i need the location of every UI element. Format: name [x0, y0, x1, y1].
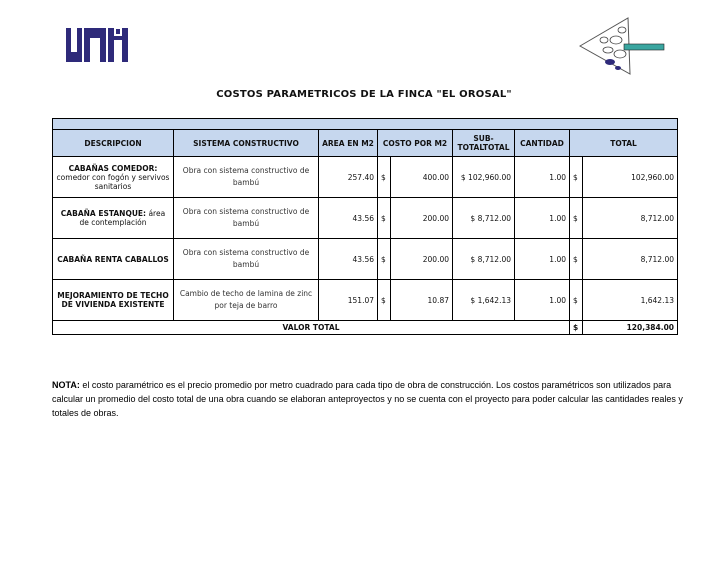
- row-cantidad: 1.00: [515, 157, 570, 198]
- row-name: CABAÑA ESTANQUE:: [60, 209, 147, 218]
- row-subtotal: [453, 198, 515, 239]
- row-total: 8,712.00: [583, 198, 678, 239]
- row-subtotal-currency: $: [470, 213, 476, 223]
- row-sistema: Obra con sistema constructivo de bambú: [174, 157, 319, 198]
- col-header-total: TOTAL: [570, 130, 678, 157]
- row-subtotal-value: 8,712.00: [477, 213, 511, 223]
- row-cantidad: 1.00: [515, 280, 570, 321]
- header-band: [53, 119, 678, 130]
- valor-total-label: VALOR TOTAL: [53, 321, 570, 335]
- row-subtotal-value: 1,642.13: [477, 295, 511, 305]
- row-cantidad: 1.00: [515, 239, 570, 280]
- valor-total-currency: $: [570, 321, 583, 335]
- row-costo-currency: $: [378, 280, 391, 321]
- row-description: [53, 198, 174, 239]
- table-row: [53, 157, 678, 198]
- row-subtotal-value: 102,960.00: [468, 172, 511, 182]
- row-subtotal: [453, 280, 515, 321]
- row-total-currency: $: [570, 239, 583, 280]
- row-costo: 10.87: [391, 280, 453, 321]
- site-diagram-logo: [578, 16, 668, 76]
- note-paragraph: [52, 378, 684, 420]
- row-costo-currency: $: [378, 198, 391, 239]
- row-area: 43.56: [319, 239, 378, 280]
- row-costo: 200.00: [391, 239, 453, 280]
- row-area: 43.56: [319, 198, 378, 239]
- row-detail: comedor con fogón y servivos sanitarios: [56, 172, 170, 191]
- row-sistema: Obra con sistema constructivo de bambú: [174, 239, 319, 280]
- row-cantidad: 1.00: [515, 198, 570, 239]
- row-sistema: Cambio de techo de lamina de zinc por teja de barro: [174, 280, 319, 321]
- row-costo-currency: $: [378, 157, 391, 198]
- row-total: 102,960.00: [583, 157, 678, 198]
- row-subtotal: [453, 239, 515, 280]
- col-header-area: AREA EN M2: [319, 130, 378, 157]
- row-name: CABAÑAS COMEDOR:: [68, 163, 158, 173]
- table-row: [53, 198, 678, 239]
- row-total-currency: $: [570, 157, 583, 198]
- row-name: MEJORAMIENTO DE TECHO DE VIVIENDA EXISTENTE: [57, 291, 169, 309]
- col-header-subtotal: SUB-TOTALTOTAL: [453, 130, 515, 157]
- table-row: [53, 280, 678, 321]
- row-subtotal-currency: $: [470, 254, 476, 264]
- row-area: 151.07: [319, 280, 378, 321]
- row-costo: 200.00: [391, 198, 453, 239]
- row-subtotal-value: 8,712.00: [477, 254, 511, 264]
- row-subtotal-currency: $: [470, 295, 476, 305]
- col-header-costo: COSTO POR M2: [378, 130, 453, 157]
- row-total: 1,642.13: [583, 280, 678, 321]
- row-costo: 400.00: [391, 157, 453, 198]
- col-header-descripcion: DESCRIPCION: [53, 130, 174, 157]
- total-row: [53, 321, 678, 335]
- row-detail: área de contemplación: [79, 209, 166, 227]
- row-subtotal-currency: $: [460, 172, 466, 182]
- row-description: [53, 239, 174, 280]
- row-description: [53, 157, 174, 198]
- table-row: [53, 239, 678, 280]
- row-subtotal: [453, 157, 515, 198]
- col-header-cantidad: CANTIDAD: [515, 130, 570, 157]
- row-total-currency: $: [570, 280, 583, 321]
- row-sistema: Obra con sistema constructivo de bambú: [174, 198, 319, 239]
- row-name: CABAÑA RENTA CABALLOS: [57, 254, 169, 264]
- uni-logo: [64, 26, 130, 64]
- note-text: el costo paramétrico es el precio promedio por metro cuadrado para cada tipo de obra de construcción. Los costos paramétricos son utilizados para calcular un promedio del costo total de una obra cuando se elaboran anteproyectos y no se cuenta con el proyecto para poder calcular las cantidades reales y totales de obras.: [52, 380, 683, 418]
- parametric-costs-table: [52, 118, 678, 335]
- row-total-currency: $: [570, 198, 583, 239]
- col-header-sistema: SISTEMA CONSTRUCTIVO: [174, 130, 319, 157]
- note-label: NOTA:: [52, 380, 80, 390]
- row-costo-currency: $: [378, 239, 391, 280]
- row-total: 8,712.00: [583, 239, 678, 280]
- valor-total-value: 120,384.00: [583, 321, 678, 335]
- table-header-row: [53, 130, 678, 157]
- page-title: COSTOS PARAMETRICOS DE LA FINCA "EL OROSAL": [216, 89, 512, 100]
- row-description: [53, 280, 174, 321]
- row-area: 257.40: [319, 157, 378, 198]
